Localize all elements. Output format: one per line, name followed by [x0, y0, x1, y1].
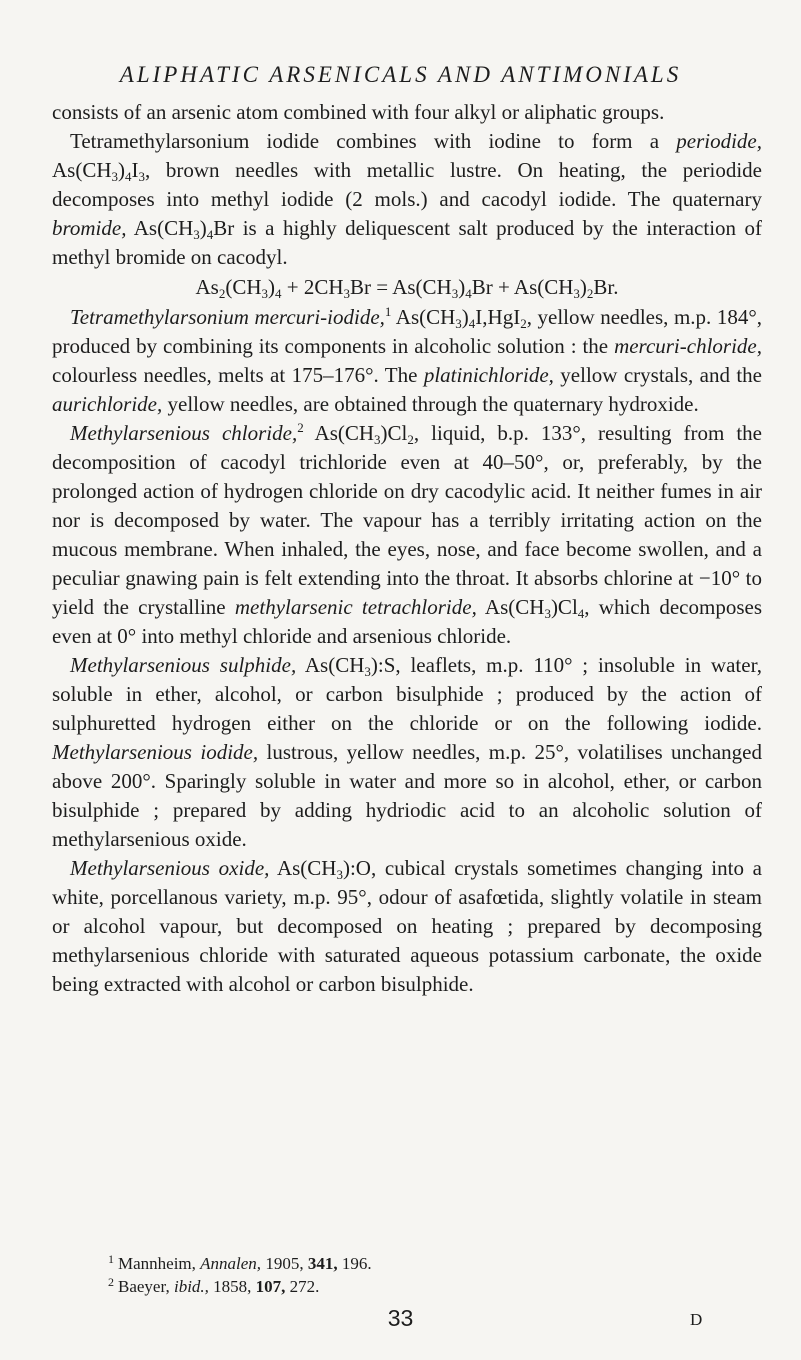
compound-term: methylarsenic tetrachloride,: [234, 595, 477, 619]
compound-term: Methylarsenious sulphide,: [70, 653, 297, 677]
running-header: ALIPHATIC ARSENICALS AND ANTIMONIALS: [119, 62, 682, 87]
compound-term: bromide,: [52, 216, 127, 240]
body-text: [52, 98, 762, 999]
compound-term: Methylarsenious chloride,: [70, 421, 298, 445]
signature-mark: D: [690, 1310, 703, 1329]
paragraph: Tetramethylarsonium iodide combines with iodine to form a periodide, $As(CH_3)_4I_3$, brown needles with metallic lustre. On heating, the periodide decomposes into methyl iodide (2 mols.) and cacodyl iodide. The quaternary bromide, $As(CH_3)_4Br$ is a highly deliquescent salt produced by the interaction of methyl bromide on cacodyl.: [52, 129, 762, 269]
footnote: $^2$ Baeyer, ibid., 1858, 107, 272.: [108, 1275, 320, 1296]
paragraph: Methylarsenious chloride,$^2$ $As(CH_3)Cl_2$, liquid, b.p. 133°, resulting from the decomposition of cacodyl trichloride even at 40–50°, or, preferably, by the prolonged action of hydrogen chloride on dry cacodylic acid. It neither fumes in air nor is decomposed by water. The vapour has a terribly irritating action on the mucous membrane. When inhaled, the eyes, nose, and face become swollen, and a peculiar gnawing pain is felt extending into the throat. It absorbs chlorine at −10° to yield the crystalline methylarsenic tetrachloride, $As(CH_3)Cl_4$, which decomposes even at 0° into methyl chloride and arsenious chloride.: [52, 420, 762, 648]
chemical-equation: $As_2(CH_3)_4 + 2CH_3Br = As(CH_3)_4Br + As(CH_3)_2Br$.: [195, 275, 619, 301]
compound-term: mercuri-chloride,: [614, 334, 762, 358]
page-number: 33: [387, 1305, 414, 1331]
compound-term: aurichloride,: [52, 392, 163, 416]
compound-term: Tetramethylarsonium mercuri-iodide,: [70, 305, 385, 329]
footnote: $^1$ Mannheim, Annalen, 1905, 341, 196.: [108, 1252, 372, 1273]
footnote-ref: 2: [297, 420, 304, 435]
paragraph: Methylarsenious sulphide, $As(CH_3):S$, leaflets, m.p. 110° ; insoluble in water, soluble in ether, alcohol, or carbon bisulphide ; produced by the action of sulphuretted hydrogen either on the chloride or on the following iodide. Methylarsenious iodide, lustrous, yellow needles, m.p. 25°, volatilises unchanged above 200°. Sparingly soluble in water and more so in alcohol, ether, or carbon bisulphide ; prepared by adding hydriodic acid to an alcoholic solution of methylarsenious oxide.: [52, 653, 762, 851]
footnotes: [52, 1252, 762, 1298]
compound-term: Methylarsenious oxide,: [70, 856, 270, 880]
paragraph: consists of an arsenic atom combined with four alkyl or aliphatic groups.: [52, 100, 665, 124]
paragraph: Tetramethylarsonium mercuri-iodide,$^1$ $As(CH_3)_4I,HgI_2$, yellow needles, m.p. 184°, produced by combining its components in alcoholic solution : the mercuri-chloride, colourless needles, melts at 175–176°. The platinichloride, yellow crystals, and the aurichloride, yellow needles, are obtained through the quaternary hydroxide.: [52, 304, 763, 416]
compound-term: Methylarsenious iodide,: [52, 740, 259, 764]
compound-term: periodide,: [676, 129, 762, 153]
footnote-ref: 1: [384, 304, 392, 319]
paragraph: Methylarsenious oxide, $As(CH_3):O$, cubical crystals sometimes changing into a white, porcellanous variety, m.p. 95°, odour of asafœtida, slightly volatile in steam or alcohol vapour, but decomposed on heating ; prepared by decomposing methylarsenious chloride with saturated aqueous potassium carbonate, the oxide being extracted with alcohol or carbon bisulphide.: [52, 856, 762, 996]
compound-term: platinichloride,: [423, 363, 554, 387]
